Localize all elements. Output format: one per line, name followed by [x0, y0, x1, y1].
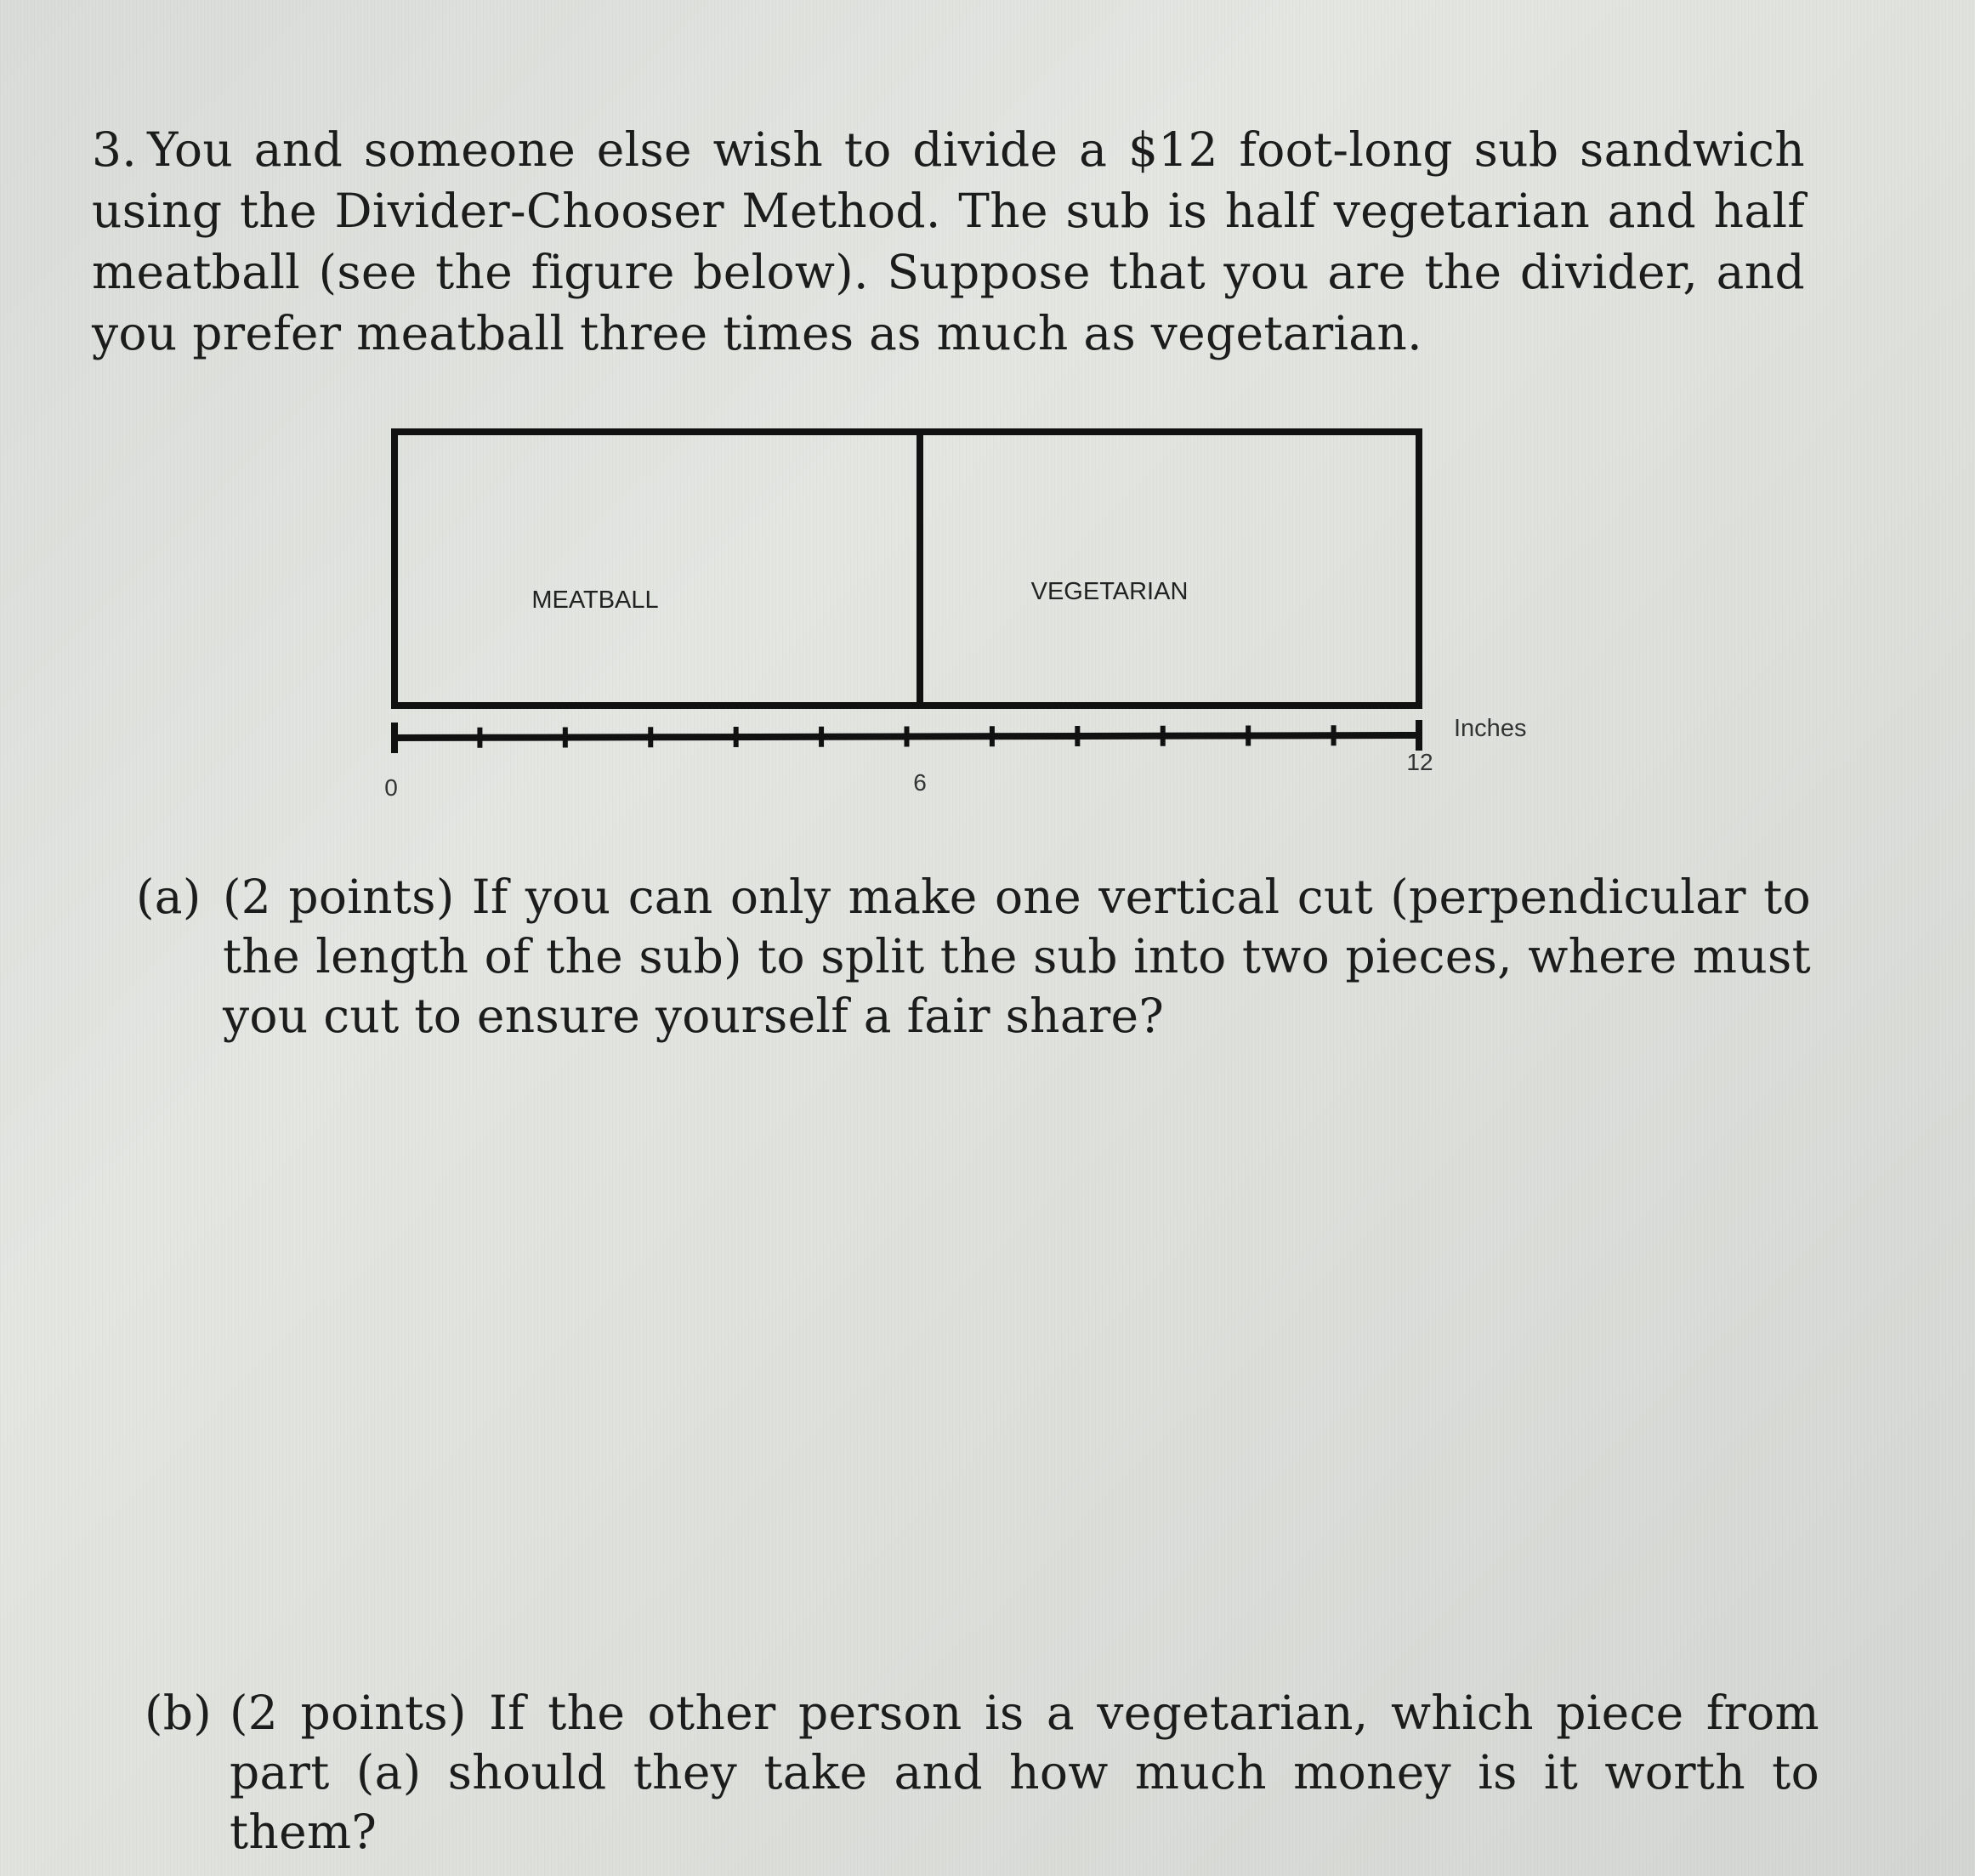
axis-tick-label-12: 12: [1406, 749, 1433, 775]
axis-unit-label: Inches: [1454, 715, 1527, 742]
question-b-label: (b): [145, 1686, 213, 1740]
question-b: [145, 1683, 1819, 1862]
section-label-vegetarian: VEGETARIAN: [1030, 578, 1189, 605]
problem-statement: [92, 119, 1805, 364]
axis-tick-label-6: 6: [913, 769, 927, 796]
question-a-text: (2 points) If you can only make one vertical cut (perpendicular to the length of the sub) to split the sub into two pieces, where must you cut to ensure yourself a fair share?: [223, 870, 1811, 1043]
problem-text: You and someone else wish to divide a $12 foot-long sub sandwich using the Divider-Chooser Method. The sub is half vegetarian and half meatball (see the figure below). Suppose that you are the divider, and you prefer meatball three times as much as vegetarian.: [92, 122, 1805, 360]
problem-number: 3.: [92, 122, 138, 177]
question-b-text: (2 points) If the other person is a vegetarian, which piece from part (a) should they take and how much money is it worth to them?: [230, 1686, 1819, 1859]
question-a-label: (a): [136, 870, 201, 924]
section-label-meatball: MEATBALL: [531, 587, 659, 614]
question-a: [136, 867, 1811, 1046]
sub-diagram: [374, 417, 1564, 825]
sub-sandwich-figure: [374, 417, 1564, 825]
sub-outline: [394, 432, 1419, 706]
axis-tick-label-0: 0: [384, 774, 398, 801]
